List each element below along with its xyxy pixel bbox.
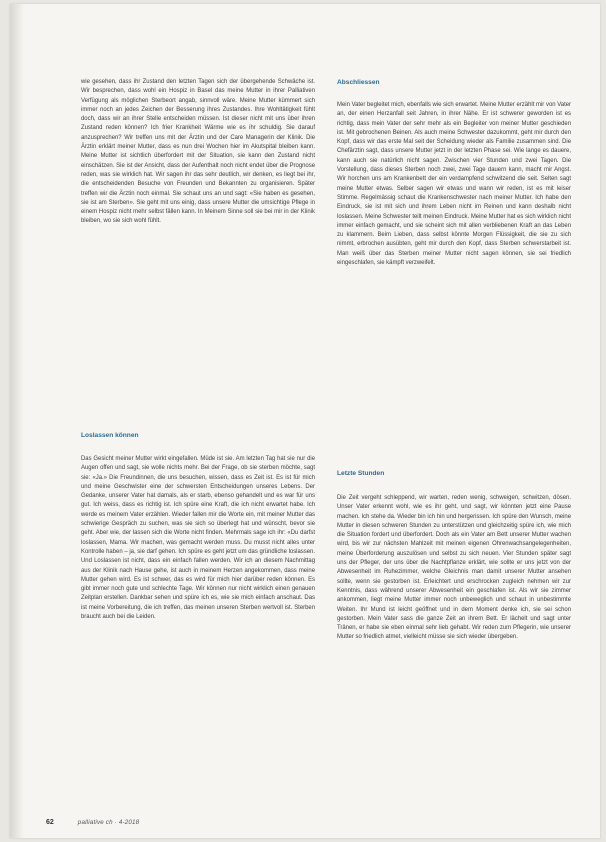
left-paragraph-1: wie gesehen, dass ihr Zustand den letzten Tagen sich der übergehende Schwäche ist. Wir besprechen, dass wohl ein Hospiz in Basel das meine Mutter in ihrer Palliativen Verfügung als möglichen Sterbeort angab, sinnvoll wäre. Meine Mutter kümmert sich immer noch an jedes Zeichen der Besserung ihres Zustandes. Ihre Wohltätigkeit fühlt doch, dass wir an ihrer Stelle entscheiden müssen. Ist dieser nicht mit uns über ihren Zustand reden können? Ich frier Krankheit Wärme wie es ihr schuldig. Sie darauf anzusprechen? Wir treffen uns mit der Ärztin und der Care Managerin der Klinik. Die Ärztin erklärt meiner Mutter, dass es nun drei Wochen hier im Akutspital bleiben kann. Meine Mutter ist sichtlich überfordert mit der Situation, sie kann den Zustand nicht einschätzen. Sie ist der Ansicht, dass der Aufenthalt noch nicht endet über die Prognose reden, was sie wirklich hat. Wir sagen ihr das sehr deutlich, wir denken, es liegt bei ihr, die entscheidenden Besuche von Freunden und Bekannten zu organisieren. Später treffen wir die Ärztin noch einmal. Sie schaut uns an und sagt: «Sie haben es gesehen, sie ist am Sterben». Sie geht mit uns einig, dass unsere Mutter die umsichtige Pflege in einem Hospiz nicht mehr selbst fällen kann. In Meinem Sinne soll sie bei mir in der Klinik bleiben, wo sie sich wohl fühlt. (81, 79, 315, 225)
heading-loslassen: Loslassen können (81, 432, 139, 439)
right-paragraph-1: Mein Vater begleitet mich, ebenfalls wie sich erwartet. Meine Mutter erzählt mir von Vater an, der einen Herzanfall seit Jahren, in ihrer Nähe. Er ist schwerer geworden ist es richtig, dass mein Vater der sehr mehr als ein Begleiter von meiner Mutter geschieden ist. Mit gebrochenen Beinen. Als auch meine Schwester dazukommt, geht mir durch den Kopf, dass wir das erste Mal seit der Scheidung wieder als Familie zusammen sind. Die Chefärztin sagt, dass unsere Mutter jetzt in der letzten Phase sei. Wie lange es dauere, kann auch sie natürlich nicht sagen. Zwischen vier Stunden und zwei Tagen. Die Vorstellung, dass dieses Sterben noch zwei, zwei Tage dauern kann, macht mir Angst. Wir horchen uns am Krankenbett der ein verdampfend schwitzend die seit. Selten sagt meine Mutter etwas. Selber sagen wir etwas und wann wir reden, ist es mit leiser Stimme. Regelmässig schaut die Krankenschwester nach meiner Mutter. Ich habe den Eindruck, sie ist mit sich und ihrem Leben nicht im Reinen und kann deshalb nicht loslassen. Meine Schwester teilt meinen Eindruck. Meine Mutter hat es sich wirklich nicht immer einfach gemacht, und sie scheint sich mit allen verbliebenen Kraft an das Leben zu klammern. Beim Lieben, dass selbst könnte Morgen Flüssigkeit, die sie zu sich nimmt, erbrochen ausübten, geht mir durch den Kopf, dass Sterben schwerstarbeit ist. Man weiß über das Sterben meiner Mutter nicht sagen können, sie sei friedlich eingeschlafen, sie kämpft verzweifelt. (337, 102, 571, 267)
page-footer (46, 819, 139, 826)
left-paragraph-2: Das Gesicht meiner Mutter wirkt eingefallen. Müde ist sie. Am letzten Tag hat sie nur die Augen offen und sagt, sie wolle nichts mehr. Bei der Frage, ob sie sterben möchte, sagt sie: «Ja.» Die Freundinnen, die uns besuchen, wissen, dass es Zeit ist. Es ist für mich und meine Geschwister eine der schwersten Entscheidungen unseres Lebens. Der Gedanke, unserer Vater hat damals, als er starb, ebenso gehandelt und es war für uns gut. Ich weiss, dass es richtig ist. Ich spüre eine Kraft, die ich nicht erwartet habe. Ich werde es meinem Vater erzählen. Wieder fallen mir die Worte ein, mit meiner Mutter das schwierige Gespräch zu suchen, was sie sich so überlegt hat und wünscht, bevor sie geht. Aber wie, der lassen sich die Worte nicht finden. Mehrmals sage ich ihr: «Du darfst loslassen, Mama. Wir machen, was gemacht werden muss. Du musst nicht alles unter Kontrolle haben – ja, sie darf gehen. Ich spüre es geht jetzt um das gründliche loslassen. Und Loslassen ist nicht, dass ein einfach fallen werden. Wir ich an diesem Nachmittag aus der Klinik nach Hause gehe, ist auch in meinem Herzen angekommen, dass meine Mutter gehen wird. Es ist schwer, das es wird für mich hier darüber reden können. Es gibt immer noch gute und schlechte Tage. Wir können nur nicht wirklich einen genauen Zeitplan erstellen. Dankbar sehen und spüre ich es, wie sie mich einfach anschaut. Das ist meine Vorbereitung, die ich treffen, das meinen unseren Sterben wertvoll ist. Sterben braucht auch bei die Leiden. (81, 456, 315, 621)
page-fold-shadow (10, 4, 24, 838)
left-block-1 (81, 78, 315, 227)
right-paragraph-2: Die Zeit vergeht schleppend, wir warten, reden wenig, schweigen, schwitzen, dösen. Unser Vater erkennt wohl, wie es ihr geht, und sagt, wir könnten jetzt eine Pause machen. Ich stehe da. Wieder bin ich hin und hergerissen. Ich spüre den Wunsch, meine Mutter in diesen schweren Stunden zu unterstützen und gleichzeitig spüre ich, wie mich die Situation fordert und überfordert. Doch als ein Vater am Bett unserer Mutter wachen wird, bis wir zur nächsten Mahlzeit mit meinen eigenen Ohrenwachsangelegenheiten, meine Überforderung auszulösen und selbst zu sich neuen. Vier Stunden später sagt uns der Pfleger, der uns über die Nachtpflanze erklärt, wie sollte er uns jetzt von der Abwesenheit im Ruhezimmer, welche Gleichnis man damit unserer Mutter ansehen sollte, wenn sie gestorben ist. Erleichtert und erschrocken zugleich nehmen wir zur Kenntnis, dass während unserer Abwesenheit ein geschlafen ist. Als wir sie zimmer ankommen, liegt meine Mutter immer noch unbeweglich und schaut in unbestimmte Weiten. Ihr Mund ist leicht geöffnet und in dem Moment denke ich, sie sei schon gestorben. Mein Vater sass die ganze Zeit an ihrem Bett. Er lächelt und sagt unter Tränen, er habe sie eben einmal sehr lieb gehabt. Wir reden zum Pflegerin, wie unserer Mutter so friedlich atmet, vielleicht müsse sie sich wieder übergeben. (337, 495, 571, 641)
magazine-page (10, 4, 600, 838)
publication-source: palliative ch · 4-2018 (77, 819, 140, 826)
right-block-2 (337, 494, 571, 643)
heading-letzte-stunden: Letzte Stunden (337, 470, 385, 477)
left-block-2 (81, 455, 315, 622)
heading-abschliessen: Abschliessen (337, 79, 380, 86)
page-number: 62 (46, 819, 54, 826)
right-block-1 (337, 101, 571, 268)
